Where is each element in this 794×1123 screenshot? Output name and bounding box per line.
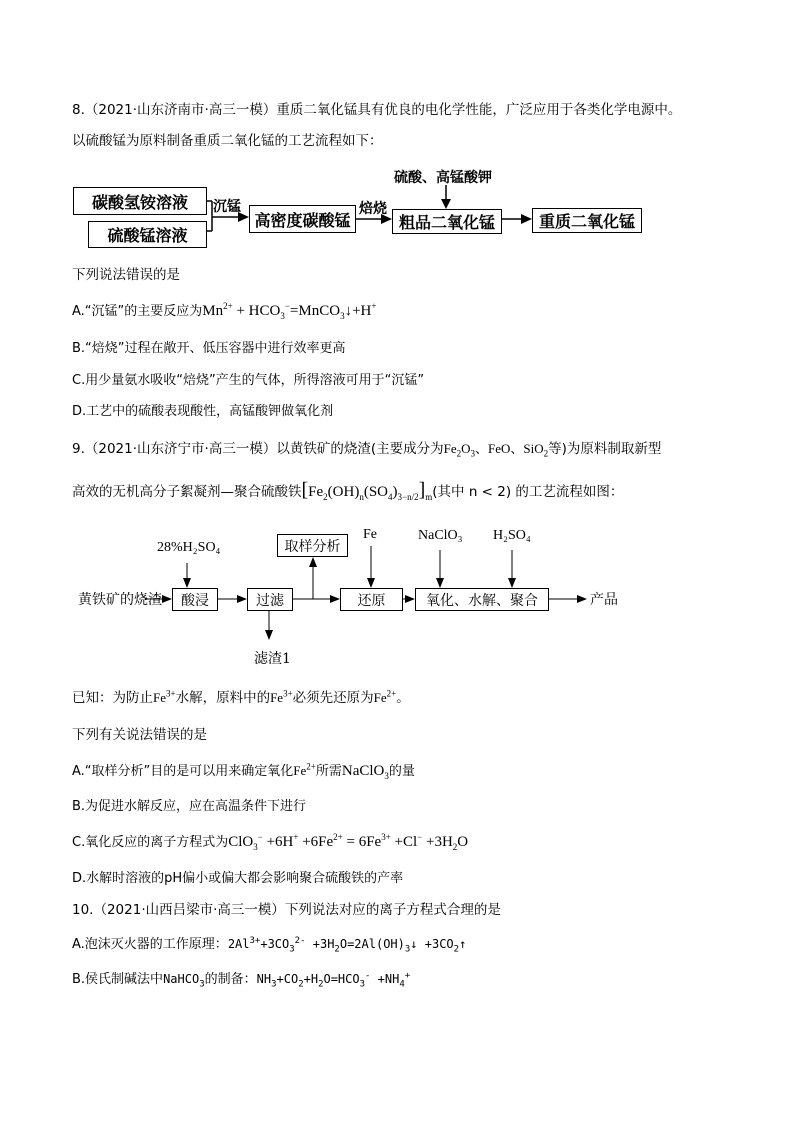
flow-box-oxidize: 氧化、水解、聚合 xyxy=(415,588,549,611)
q10-stem: 10.（2021·山西吕梁市·高三一模）下列说法对应的离子方程式合理的是 xyxy=(72,902,501,918)
q9-known-text3: 必须先还原为 xyxy=(292,690,374,706)
q9-option-a-end: 的量 xyxy=(388,764,415,779)
flow-box-ammonium-bicarbonate: 碳酸氢铵溶液 xyxy=(73,187,207,215)
flow-box-acid-leach: 酸浸 xyxy=(172,588,218,611)
q9-option-c xyxy=(72,832,468,853)
q9-option-a-text: A.“取样分析”目的是可以用来确定氧化 xyxy=(72,764,294,779)
q9-option-c-text: C.氧化反应的离子方程式为 xyxy=(72,835,229,850)
q9-known-text2: 水解，原料中的 xyxy=(175,690,271,706)
q10-option-b-nahco3: NaHCO$_3$ xyxy=(163,972,205,990)
q9-stem-line2-text: 高效的无机高分子絮凝剂—聚合硫酸铁 xyxy=(72,484,302,500)
flow-label-fe: Fe xyxy=(363,527,377,542)
q9-option-d: D.水解时溶液的pH偏小或偏大都会影响聚合硫酸铁的产率 xyxy=(72,871,404,886)
q9-stem-line1-end: 等)为原料制取新型 xyxy=(548,441,662,457)
flow-label-h2so4: H₂SO₄ xyxy=(493,528,531,543)
q9-stem-line2-end: (其中 n < 2) 的工艺流程如图： xyxy=(432,484,624,500)
q9-prompt: 下列有关说法错误的是 xyxy=(72,727,207,743)
q10-option-b-text: B.侯氏制碱法中 xyxy=(72,972,164,987)
flow-label-precipitate: 沉锰 xyxy=(213,199,241,215)
q8-prompt: 下列说法错误的是 xyxy=(72,267,180,283)
q9-option-a-mid: 所需 xyxy=(315,764,342,779)
flow-label-ore: 黄铁矿的烧渣 xyxy=(78,592,162,608)
q9-known xyxy=(72,688,410,708)
flow-box-manganese-sulfate: 硫酸锰溶液 xyxy=(88,221,207,248)
q9-option-a-fe2: $Fe^{2+}$ xyxy=(293,761,316,778)
q9-known-text: 已知：为防止 xyxy=(72,690,153,706)
q9-option-c-equation: $ClO_3^- +6H^+ +6Fe^{2+} = 6Fe^{3+} +Cl^- +3H_2O$ xyxy=(228,832,469,852)
q10-option-b xyxy=(72,969,410,990)
q9-formula-polyferric: $[Fe_2(OH)_n(SO_4)_{3-n/2}]_m$ xyxy=(301,479,433,502)
q8-option-a-text: A.“沉锰”的主要反应为 xyxy=(72,304,203,319)
flow-label-residue: 滤渣1 xyxy=(254,651,291,667)
flow-box-filter: 过滤 xyxy=(247,588,293,611)
q8-stem-line2: 以硫酸锰为原料制备重质二氧化锰的工艺流程如下： xyxy=(72,133,383,149)
q8-option-d: D.工艺中的硫酸表现酸性，高锰酸钾做氧化剂 xyxy=(72,404,334,419)
flow-box-mnco3: 高密度碳酸锰 xyxy=(249,205,356,233)
q9-option-b: B.为促进水解反应，应在高温条件下进行 xyxy=(72,799,307,814)
flow-box-reduce: 还原 xyxy=(340,588,403,611)
q9-stem-line1-text: 9.（2021·山东济宁市·高三一模）以黄铁矿的烧渣(主要成分为 xyxy=(72,441,444,457)
flow-label-product: 产品 xyxy=(590,592,618,608)
q9-known-fe2: $Fe^{2+}$ xyxy=(373,688,397,705)
q9-known-end: 。 xyxy=(396,690,410,706)
q8-option-a-equation: $Mn^{2+}$ + $HCO_3^-=MnCO_3↓+H^+$ xyxy=(202,301,377,321)
flow-box-crude-mno2: 粗品二氧化锰 xyxy=(392,209,502,234)
flow-box-heavy-mno2: 重质二氧化锰 xyxy=(532,208,642,233)
flow-label-naclo3: NaClO₃ xyxy=(418,528,463,543)
q10-option-b-equation: $NH_3+CO_2+H_2O=HCO_3^- +NH_4^+$ xyxy=(256,971,411,990)
q9-known-fe3: $Fe^{3+}$ xyxy=(153,688,176,705)
q10-option-b-mid: 的制备： xyxy=(204,972,257,987)
q9-known-fe3b: $Fe^{3+}$ xyxy=(270,688,293,705)
q8-option-c: C.用少量氨水吸收“焙烧”产生的气体，所得溶液可用于“沉锰” xyxy=(72,373,425,388)
flow-label-reagents: 硫酸、高锰酸钾 xyxy=(394,170,492,186)
q10-option-a-equation: $2Al^{3+}+3CO_3^{2-}$ $+3H_2O=2Al(OH)_3↓$ $+3CO_2↑$ xyxy=(227,936,467,955)
flow-box-sample-analysis: 取样分析 xyxy=(277,534,348,557)
q9-stem-formulas: $Fe_2O_3$、FeO、SiO$_2$ xyxy=(443,441,549,459)
q8-stem-line1: 8.（2021·山东济南市·高三一模）重质二氧化锰具有优良的电化学性能，广泛应用于各类化学电源中。 xyxy=(72,102,682,118)
q8-option-b: B.“焙烧”过程在敞开、低压容器中进行效率更高 xyxy=(72,341,346,356)
flow-label-acid: 28%H₂SO₄ xyxy=(157,540,221,555)
q9-option-a-naclo3: NaClO$_3$ xyxy=(341,763,389,781)
q9-option-a xyxy=(72,761,415,782)
q10-option-a-text: A.泡沫灭火器的工作原理： xyxy=(72,937,228,952)
flow-label-roast: 焙烧 xyxy=(359,201,387,217)
q10-option-a xyxy=(72,934,466,955)
